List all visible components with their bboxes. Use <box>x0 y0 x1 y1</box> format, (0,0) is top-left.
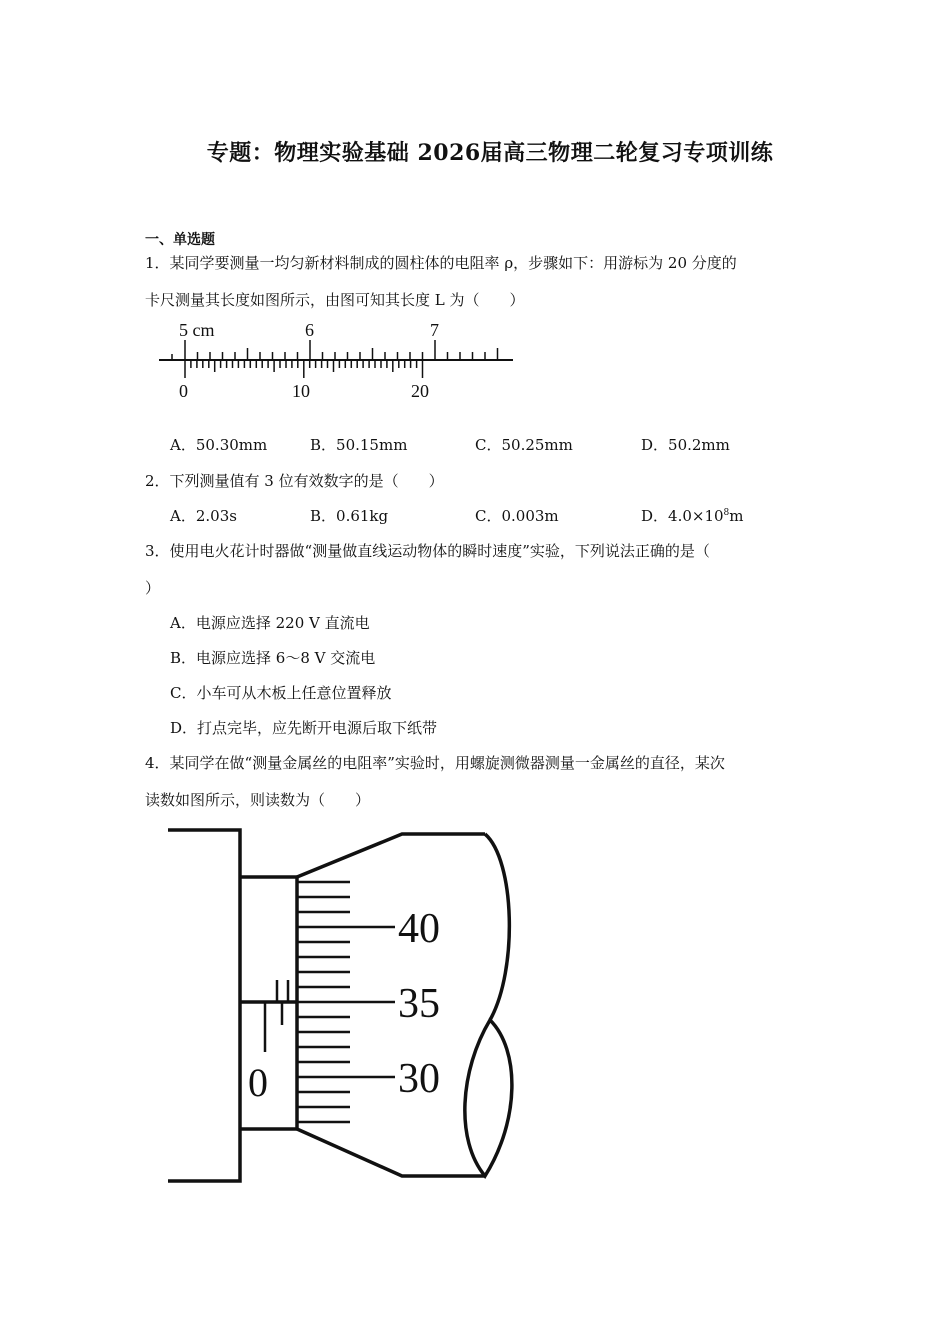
q2-option-b[interactable]: B．0.61kg <box>310 507 389 525</box>
q4-stem-line1: 4．某同学在做“测量金属丝的电阻率”实验时，用螺旋测微器测量一金属丝的直径，某次 <box>145 754 725 772</box>
q1-option-d[interactable]: D．50.2mm <box>641 436 730 454</box>
vernier-label-10: 10 <box>292 381 310 401</box>
q4-stem-line2: 读数如图所示，则读数为（ ） <box>145 791 371 809</box>
main-scale-label-6: 6 <box>305 320 314 340</box>
thimble-right-edge <box>485 834 509 1020</box>
section-heading: 一、单选题 <box>145 232 215 248</box>
vernier-label-0: 0 <box>179 381 188 401</box>
thimble-label-40: 40 <box>398 906 440 952</box>
q1-stem-line2: 卡尺测量其长度如图所示，由图可知其长度 L 为（ ） <box>145 291 525 309</box>
main-scale-ticks <box>172 340 498 360</box>
page-title: 专题：物理实验基础 2026届高三物理二轮复习专项训练 <box>206 140 774 166</box>
q2-option-d[interactable] <box>641 505 744 526</box>
thimble-label-30: 30 <box>398 1056 440 1102</box>
thimble-ratchet-shape <box>465 1020 512 1176</box>
q2-option-c[interactable]: C．0.003m <box>475 507 559 525</box>
main-scale-label-5cm: 5 cm <box>179 320 215 340</box>
vernier-caliper-figure <box>155 318 520 404</box>
q1-stem-line1: 1．某同学要测量一均匀新材料制成的圆柱体的电阻率 ρ，步骤如下：用游标为 20 分度的 <box>145 254 737 272</box>
thimble-ticks <box>297 882 395 1122</box>
q1-option-a[interactable]: A．50.30mm <box>170 436 268 454</box>
q2-option-d-prefix: D．4.0×10 <box>641 507 724 525</box>
q3-stem-line2: ） <box>145 579 161 597</box>
sleeve-label-0: 0 <box>248 1060 268 1105</box>
q3-option-b[interactable]: B．电源应选择 6～8 V 交流电 <box>170 649 376 667</box>
vernier-scale-ticks <box>185 360 423 378</box>
thimble-top-edge <box>297 834 485 877</box>
q3-stem-line1: 3．使用电火花计时器做“测量做直线运动物体的瞬时速度”实验，下列说法正确的是（ <box>145 542 710 560</box>
q2-option-d-exponent: 8 <box>723 508 730 518</box>
q2-stem: 2．下列测量值有 3 位有效数字的是（ ） <box>145 472 444 490</box>
q3-option-d[interactable]: D．打点完毕，应先断开电源后取下纸带 <box>170 719 438 737</box>
q1-option-c[interactable]: C．50.25mm <box>475 436 573 454</box>
micrometer-figure <box>160 820 530 1192</box>
main-scale-label-7: 7 <box>430 320 439 340</box>
vernier-label-20: 20 <box>411 381 429 401</box>
sleeve-ticks <box>265 980 288 1052</box>
thimble-label-35: 35 <box>398 981 440 1027</box>
q3-option-a[interactable]: A．电源应选择 220 V 直流电 <box>170 614 370 632</box>
thimble-bottom-edge <box>297 1129 485 1176</box>
micrometer-frame <box>168 830 240 1181</box>
q2-option-a[interactable]: A．2.03s <box>170 507 237 525</box>
q3-option-c[interactable]: C．小车可从木板上任意位置释放 <box>170 684 392 702</box>
q1-option-b[interactable]: B．50.15mm <box>310 436 408 454</box>
q2-option-d-unit: m <box>729 507 744 525</box>
